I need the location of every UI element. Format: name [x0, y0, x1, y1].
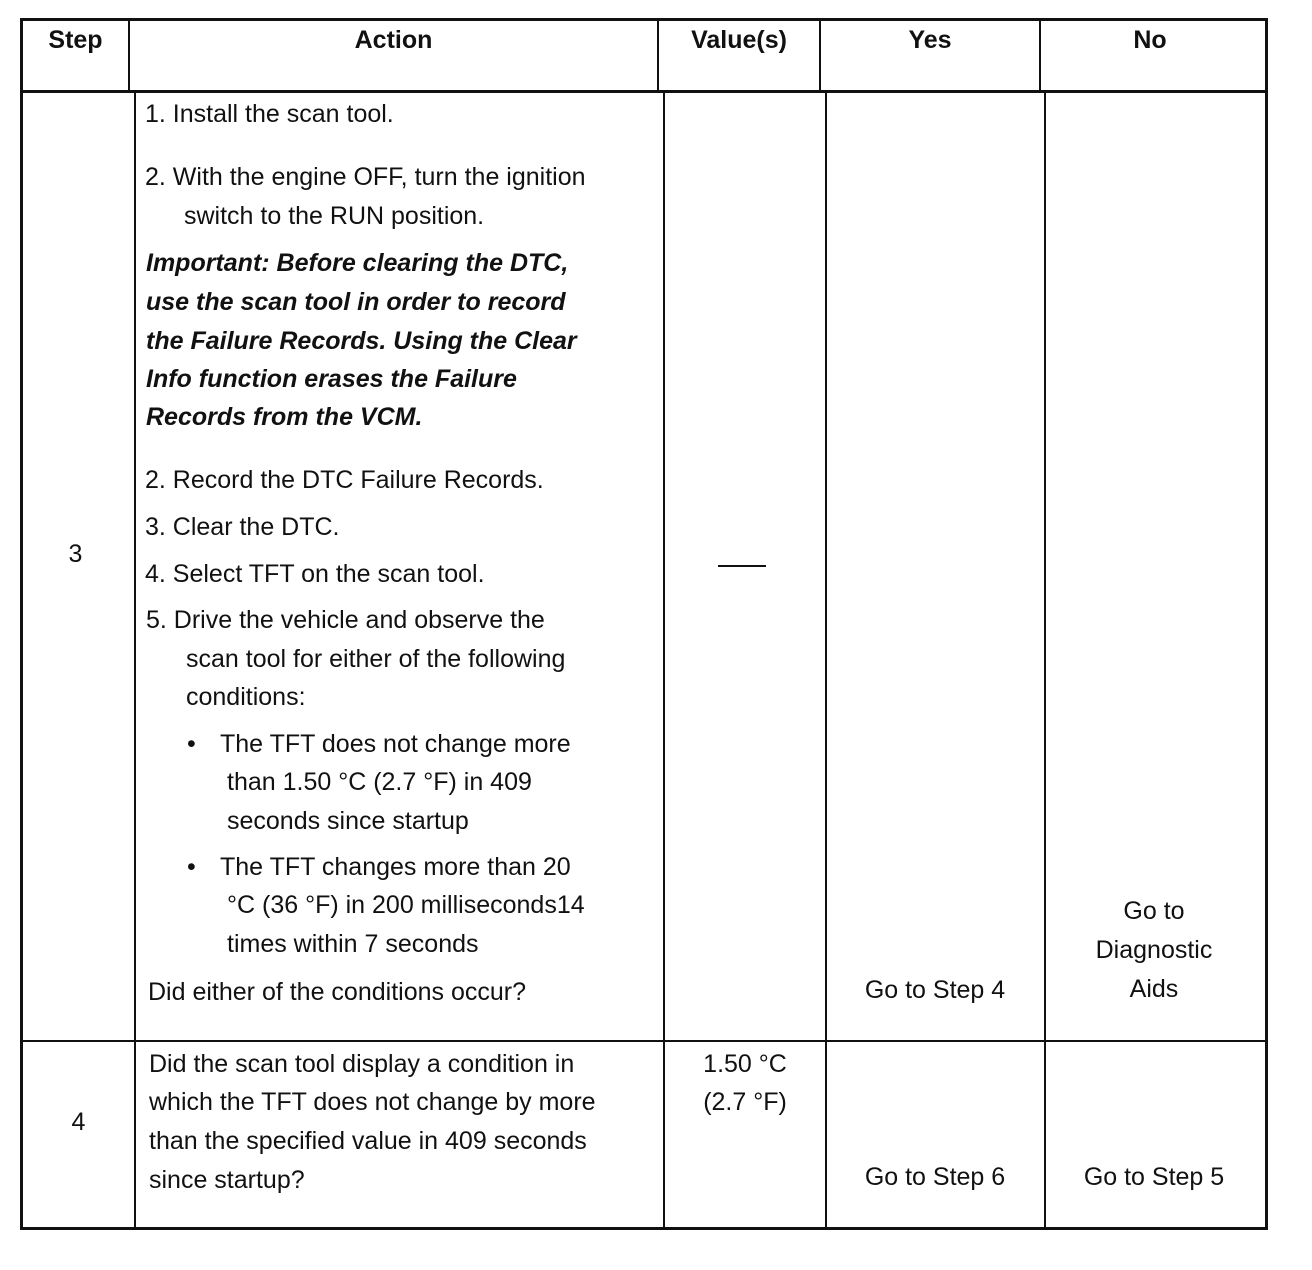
header-step: Step — [48, 26, 103, 54]
action-item-continuation: scan tool for either of the following — [186, 645, 566, 673]
yes-outcome: Go to Step 4 — [864, 976, 1006, 1004]
bullet-text: The TFT does not change more — [220, 730, 571, 758]
header-values: Value(s) — [691, 26, 787, 54]
header-action: Action — [354, 26, 433, 54]
header-yes: Yes — [908, 26, 952, 54]
action-item-continuation: switch to the RUN position. — [184, 202, 485, 230]
step-number: 4 — [71, 1108, 86, 1136]
action-question: which the TFT does not change by more — [149, 1088, 596, 1116]
column-divider — [134, 92, 136, 1228]
bullet-text: The TFT changes more than 20 — [220, 853, 571, 881]
bullet-text: seconds since startup — [227, 807, 469, 835]
bullet-text: times within 7 seconds — [227, 930, 479, 958]
value-text: (2.7 °F) — [703, 1088, 787, 1116]
no-outcome: Aids — [1129, 975, 1179, 1003]
header-divider — [20, 90, 1268, 93]
row-divider — [20, 1040, 1268, 1042]
action-item: 1. Install the scan tool. — [145, 100, 394, 128]
bullet-marker: • — [187, 730, 196, 758]
important-note: Records from the VCM. — [146, 403, 423, 431]
bullet-text: °C (36 °F) in 200 milliseconds14 — [227, 891, 585, 919]
value-text: 1.50 °C — [703, 1050, 787, 1078]
header-no: No — [1133, 26, 1167, 54]
column-divider — [1044, 92, 1046, 1228]
bullet-marker: • — [187, 853, 196, 881]
important-note: use the scan tool in order to record — [146, 288, 566, 316]
column-divider — [825, 92, 827, 1228]
value-dash — [718, 565, 766, 567]
action-item: 2. With the engine OFF, turn the ignition — [145, 163, 586, 191]
step-number: 3 — [68, 540, 83, 568]
bullet-text: than 1.50 °C (2.7 °F) in 409 — [227, 768, 532, 796]
no-outcome: Diagnostic — [1095, 936, 1213, 964]
action-item-continuation: conditions: — [186, 683, 306, 711]
important-note: the Failure Records. Using the Clear — [146, 327, 577, 355]
no-outcome: Go to Step 5 — [1083, 1163, 1225, 1191]
action-question: than the specified value in 409 seconds — [149, 1127, 587, 1155]
yes-outcome: Go to Step 6 — [864, 1163, 1006, 1191]
action-question: since startup? — [149, 1166, 305, 1194]
action-question: Did either of the conditions occur? — [148, 978, 526, 1006]
action-item: 4. Select TFT on the scan tool. — [145, 560, 485, 588]
action-item: 2. Record the DTC Failure Records. — [145, 466, 544, 494]
action-question: Did the scan tool display a condition in — [149, 1050, 575, 1078]
important-note: Important: Before clearing the DTC, — [146, 249, 569, 277]
action-item: 5. Drive the vehicle and observe the — [146, 606, 545, 634]
no-outcome: Go to — [1123, 897, 1185, 925]
important-note: Info function erases the Failure — [146, 365, 517, 393]
action-item: 3. Clear the DTC. — [145, 513, 340, 541]
